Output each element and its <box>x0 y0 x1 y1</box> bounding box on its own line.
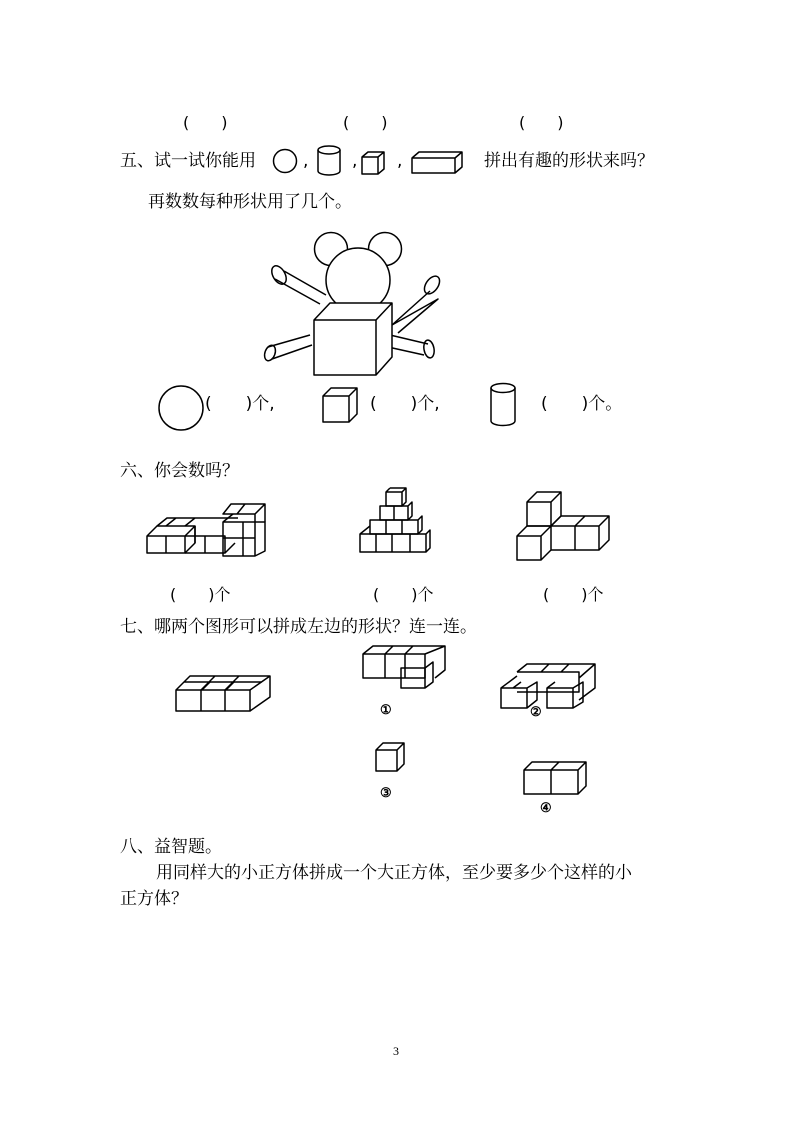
section5-title-suffix: 拼出有趣的形状来吗？ <box>484 151 654 171</box>
cube-stack-figure-2 <box>356 490 432 558</box>
piece-label-3: ③ <box>380 785 392 800</box>
count-blank-1[interactable]: ( )个 <box>170 585 231 604</box>
cylinder-shape-icon <box>316 145 344 177</box>
section6-title: 六、你会数吗？ <box>120 461 239 481</box>
piece-label-1: ① <box>380 702 392 717</box>
cuboid-shape-icon <box>410 150 465 176</box>
answer-blank-1[interactable]: ( ) <box>183 113 228 132</box>
separator: , <box>352 151 358 171</box>
section8-title: 八、益智题。 <box>120 837 222 857</box>
piece-label-4: ④ <box>540 800 552 815</box>
piece-figure-4 <box>522 760 590 798</box>
section5-title-prefix: 五、试一试你能用 <box>120 151 256 171</box>
circle-count-blank[interactable]: ( )个, <box>205 394 275 414</box>
section8-line1: 用同样大的小正方体拼成一个大正方体，至少要多少个这样的小 <box>156 863 632 883</box>
piece-figure-1 <box>361 644 449 692</box>
circle-shape-icon <box>272 148 298 174</box>
cylinder-count-blank[interactable]: ( )个。 <box>541 394 623 414</box>
answer-blank-2[interactable]: ( ) <box>343 113 388 132</box>
cube-count-blank[interactable]: ( )个, <box>370 394 440 414</box>
count-blank-2[interactable]: ( )个 <box>373 585 434 604</box>
separator: , <box>397 151 403 171</box>
cube-stack-figure-1 <box>143 498 268 556</box>
page-number: 3 <box>393 1044 399 1058</box>
piece-figure-3 <box>373 740 407 774</box>
piece-figure-2 <box>499 660 599 712</box>
answer-blank-3[interactable]: ( ) <box>519 113 564 132</box>
section5-line2: 再数数每种形状用了几个。 <box>148 192 352 212</box>
cylinder-count-icon <box>488 382 522 428</box>
separator: , <box>303 151 309 171</box>
shape-figure-robot <box>262 225 447 375</box>
cube-count-icon <box>321 386 361 424</box>
target-shape-figure <box>174 666 274 714</box>
cube-stack-figure-3 <box>513 490 613 562</box>
cube-shape-icon <box>360 150 388 176</box>
section7-title: 七、哪两个图形可以拼成左边的形状？连一连。 <box>120 617 477 637</box>
section8-line2: 正方体？ <box>120 889 188 909</box>
count-blank-3[interactable]: ( )个 <box>543 585 604 604</box>
circle-count-icon <box>157 384 205 432</box>
piece-label-2: ② <box>530 704 542 719</box>
